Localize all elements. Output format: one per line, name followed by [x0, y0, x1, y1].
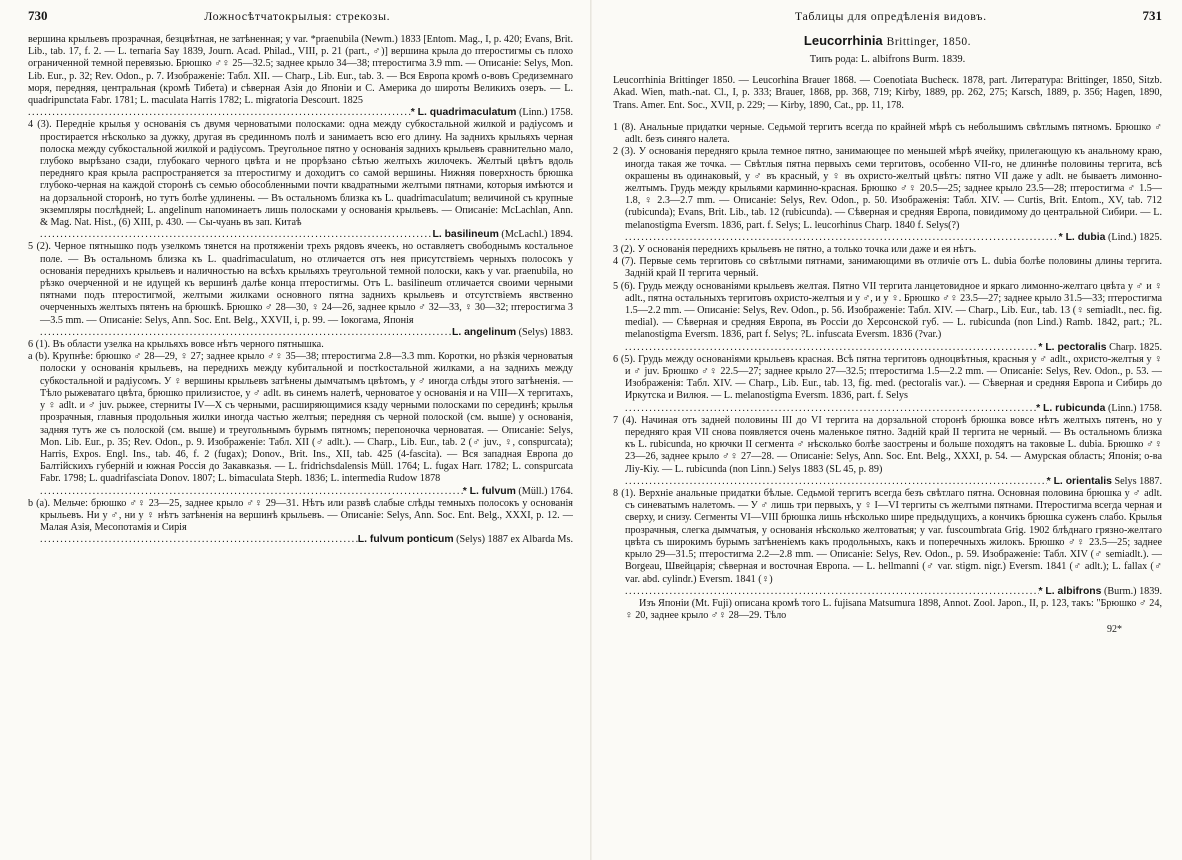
synonymy-literature: Leucorrhinia Brittinger 1850. — Leucorhina Brauer 1868. — Coenotiata Buchecк. 1878, part. Литература: Brittinger, 1850, Sitzb. Akad. Wien, math.-nat. Cl., I, p. 333; Brauer, 1868, pp. 368, 719; Kirby, 1889, pp. 262, 275; Karsch, 1889, p. 356; Hagen, 1890, Trans. Amer. Ent. Soc., XVII, p. 229; — Kirby, 1890, Cat., pp. 11, 178. [613, 75, 1162, 111]
left-header [28, 8, 573, 26]
species-line: ..... L. basilineum (McLachl.) 1894. [28, 229, 573, 241]
key-2: 2 (3). У основанія передняго крыла темное пятно, занимающее по меньшей мѣрѣ ячейку, прилегающую къ анальному краю, иногда такая же точка. — Свѣтлыя пятна первыхъ семи тергитовъ, особенно VII-го, не длиннѣе половины тергита, всѣ окрашены въ одинаковый, у ♂ въ красный, у ♀ въ охристо-желтый цвѣтъ: пятно VII даже у adlt. не бываетъ лимонно-желтымъ. Грудь между крыльями карминно-красная. Брюшко ♂♀ 20.5—25; заднее крыло 23.5—28; птеростигма ♂ 1.5—1.8, ♀ 2.3—2.7 mm. — Описаніе: Selys, Rev. Odon., p. 50. Изображенія: Табл. XIV. — Curtis, Brit. Entom., XV, tab. 712 (rubicunda); Evans, Brit. Lib., tab. 12 (rubicunda). — Сѣверная и средняя Европа, повидимому до центральной Сибири. — L. melanostigma Eversm. 1836, part. f. Selys; L. leucorhinus Charp. 1840 f. Selys(?) [613, 146, 1162, 231]
couplet-a: a (b). Крупнѣе: брюшко ♂ 28—29, ♀ 27; заднее крыло ♂♀ 35—38; птеростигма 2.8—3.3 mm. Коротки, но рѣзкія черноватыя полоски у основанія крыльевъ, на переднихъ между кубитальной и постkостальной жилками, а на заднихъ между субкостальной и радіусомъ. У ♀ вершины крыльевъ затѣнены дымчатымъ цвѣтомъ, у ♂ иногда слѣды этого затѣненія. — Тѣло рыжеватаго цвѣта, брюшко прилизистое, у ♂ adlt. въ синемъ налетѣ, черноватое у основанія и на VIII—X тергитахъ, у ♀ adlt. и ♂ juv. рыжее, стерниты IV—X съ черными, расширяющимися кзаду черными полосками по серединѣ; крылья прозрачныя, главныя продольныя жилки иногда частью желтыя; передняя съ черной полоской (см. выше) у основанія, задняя тутъ же съ полоской (см. выше) и треугольнымъ бурымъ пятномъ; перепоночка черноватая. — Описаніе: Selys, Mon. Lib. Eur., p. 35; Rev. Odon., p. 9. Изображеніе: Табл. XII (♂ adlt.). — Charp., Lib. Eur., tab. 2 (♂ juv., ♀, conspurcata); Harris, Expos. Engl. Ins., tab. 46, f. 2 (fugax); Donov., Brit. Ins., XII, tab. 425 (4-fascita). — Вся западная Европа до Балтійскихъ губерній и южная Россія до Закавказья. — L. fridrichsdalensis Müll. 1764; L. fugax Harr. 1782; L. conspurcata Fabr. 1798; L. quadrifasciata Donov. 1807; L. bimaculata Steph. 1836; L. intermedia Rudow 1878 [28, 351, 573, 485]
genus-heading: Leucorrhinia Brittinger, 1850. [803, 33, 972, 48]
couplet-6: 6 (1). Въ области узелка на крыльяхъ вовсе нѣтъ черного пятнышка. [28, 339, 324, 351]
couplet-b: b (a). Мельче: брюшко ♂♀ 23—25, заднее крыло ♂♀ 29—31. Нѣтъ или развѣ слабые слѣды темныхъ полосокъ у основанія крыльевъ. Ни у ♂, ни у ♀ нѣтъ затѣненія на вершинѣ крыльевъ. — Описаніе: Selys, Ann. Soc. Ent. Belg., XXXI, p. 12. — Малая Азія, Месопотамія и Сирія [28, 497, 573, 534]
signature-mark: 92* [1107, 624, 1122, 636]
key-1: 1 (8). Анальные придатки черные. Седьмой тергитъ всегда по крайней мѣрѣ съ небольшимъ свѣтлымъ пятномъ. Брюшко ♂ adlt. безъ синяго налета. [613, 121, 1162, 146]
right-body [613, 122, 1162, 637]
running-title-left: Ложносѣтчатокрылыя: стрекозы. [204, 9, 391, 23]
key-7: 7 (4). Начиная отъ задней половины III до VI тергита на дорзальной сторонѣ брюшка вовсе нѣтъ желтыхъ пятенъ, но у передняго края VII снова появляется очень маленькое пятно. Задній край II тергита не черный. — Въ остальномъ близка къ L. rubicunda, но крючки II сегмента ♂ нѣсколько болѣе заострены и больше походятъ на таковые L. dubia. Брюшко ♂♀ 23—26, заднее крыло ♂♀ 27—28. — Описаніе: Selys, Ann. Soc. Ent. Belg., XXXI, p. 54. — Амурская область; Японія; о-ва Ліу-Кіу. — L. rubicunda (non Linn.) Selys 1883 (SL 45, p. 89) [613, 414, 1162, 475]
species-line: ..... * L. dubia (Lind.) 1825. [613, 232, 1162, 244]
couplet-4: 4 (3). Передніе крылья у основанія съ двумя черноватыми полосками: одна между субкостальной жилкой и радіусомъ и простирается нѣсколько за дужку, другая въ срединномъ полѣ и занимаетъ всю его длину. На заднихъ крыльяхъ черная полоска между субкостальной жилкой и радіусомъ. Треугольное пятно у основанія заднихъ крыльевъ сравнительно мало, глубоко вырѣзано сзади, глубокаго черного цвѣта и не прорѣзано сѣтью желтыхъ жилочекъ. Желтый цвѣтъ вдоль передняго края крыла распространяется за птеростигму и доходитъ со самой вершины. Нижняя поверхность брюшка глубоко-черная на каждой сторонѣ съ семью обособленными почти квадратными желтыми пятнами, которыя имѣются и на дорзальной сторонѣ, но тутъ болѣе удлинены. — Въ остальномъ близка къ L. quadrimaculatum; величиной съ крупные экземпляры послѣдней; L. angelinum напоминаетъ лишь полосками у основанія крыльевъ. — Описаніе: McLachlan, Ann. & Mag. Nat. Hist., (6) XIII, p. 430. — Сы-чуань въ зап. Китаѣ [28, 119, 573, 229]
genus-type: Типъ рода: L. albifrons Burm. 1839. [809, 54, 966, 65]
species-line: ..... L. angelinum (Selys) 1883. [28, 327, 573, 339]
species-line: ..... * L. albifrons (Burm.) 1839. [613, 586, 1162, 598]
right-page [591, 0, 1182, 860]
couplet-5: 5 (2). Черное пятнышко подъ узелкомъ тянется на протяженіи трехъ рядовъ ячеекъ, но оставляетъ свободнымъ костальное поле. — Въ остальномъ близка къ L. quadrimaculatum, но отличается отъ нея присутствіемъ черныхъ полосокъ у основанія переднихъ крыльевъ и наличностью на всѣхъ крыльяхъ треугольной темной полоски, какъ у var. praenubila, но рѣзко очерченной и не идущей къ вершинѣ далѣе конца птеростигмы. Отъ L. basilineum отличается своими черными пятнами подъ птеростигмой, желтыми жилками основного пятна заднихъ крыльевъ и отсутствіемъ явственно очерченныхъ желтыхъ пятенъ на брюшкѣ. Брюшко ♂ 28—30, ♀ 24—26, заднее крыло ♂ 32—33, ♀ 30—32; птеростигма 3—3.5 mm. — Описаніе: Selys, Ann. Soc. Ent. Belg., XXVII, i, p. 99. — Іокогама, Японія [28, 241, 573, 326]
species-line: ..... * L. orientalis Selys 1887. [613, 476, 1162, 488]
species-line: ..... * L. quadrimaculatum (Linn.) 1758. [28, 107, 573, 119]
left-body [28, 34, 573, 547]
key-6: 6 (5). Грудь между основаніями крыльевъ красная. Всѣ пятна тергитовъ одноцвѣтныя, красныя у ♂ adlt., охристо-желтыя у ♀ и ♂ juv. Брюшко ♂♀ 22.5—27; заднее крыло 27—32.5; птеростигма 1.5—2.2 mm. — Описаніе: Selys, Rev. Odon., p. 53. — Изображенія: Табл. XIV. — Charp., Lib. Eur., tab. 13, fig. med. (pectoralis var.). — Сѣверная и средняя Европа и Сибирь до Иркутска и Вилюя. — L. melanostigma Eversm. 1836, part. f. Selys [613, 353, 1162, 402]
species-line: ..... L. fulvum ponticum (Selys) 1887 ex Albarda Ms. [28, 534, 573, 546]
species-line: ..... * L. fulvum (Müll.) 1764. [28, 486, 573, 498]
key-3: 3 (2). У основанія переднихъ крыльевъ не пятно, а только точка или даже и ея нѣтъ. [613, 244, 977, 256]
fujisana-note: Изъ Японіи (Mt. Fuji) описана кромѣ того L. fujisana Matsumura 1898, Annot. Zool. Japon., II, p. 123, такъ: "Брюшко ♂ 24, ♀ 20, заднее крыло ♂♀ 28—29. Тѣло [625, 597, 1162, 622]
species-line: ..... * L. pectoralis Charp. 1825. [613, 342, 1162, 354]
right-header [613, 8, 1162, 26]
page-number-left: 730 [28, 8, 48, 23]
page-number-right: 731 [1142, 8, 1162, 23]
species-line: ..... * L. rubicunda (Linn.) 1758. [613, 403, 1162, 415]
continuation-text: вершина крыльевъ прозрачная, безцвѣтная, не затѣненная; у var. *praenubila (Newm.) 1833 [Entom. Mag., I, p. 420; Evans, Brit. Lib., tab. 17, f. 2. — L. ternaria Say 1839, Journ. Acad. Philad., VIII, p. 21 (part., ♂)] вершина крыла до птеростигмы съ плохо ограниченной темной перевязью. Брюшко ♂♀ 25—32.5; заднее крыло 34—38; птеростигма 3.9 mm. — Описаніе: Selys, Mon. Lib. Eur., p. 32; Rev. Odon., p. 7. Изображеніе: Табл. XII. — Charp., Lib. Eur., tab. 3. — Вся Европа кромѣ о-вовъ Средиземнаго моря, передняя, центральная (кромѣ Тибета) и сѣверная Азія до Японіи и С. Америка до широты Великихъ озеръ. — L. quadripunctata Fabr. 1781; L. maculata Harris 1782; L. migratoria Descourt. 1825 [28, 34, 573, 107]
running-title-right: Таблицы для опредѣленія видовъ. [794, 9, 987, 23]
key-4: 4 (7). Первые семь тергитовъ со свѣтлыми пятнами, занимающими въ отличіе отъ L. dubia болѣе половины длины тергита. Задній край II тергита черный. [613, 256, 1162, 280]
key-5: 5 (6). Грудь между основаніями крыльевъ желтая. Пятно VII тергита ланцетовидное и яркаго лимонно-желтаго цвѣта у ♂ и ♀ adlt., пятна остальныхъ тергитовъ охристо-желтыя и у ♂, и у ♀. Брюшко ♂♀ 23.5—27; заднее крыло 31.5—33; птеростигма 1.5—2.2 mm. — Описаніе: Selys, Rev. Odon., p. 56. Изображеніе: Табл. XIV. — Charp., Lib. Eur., tab. 13 (♀ semiadlt., nec. fig. medial). — Сѣверная и средняя Европа, въ Россіи до Херсонской губ. — L. rubicunda (non Lind.) Ramb. 1842, part.; ?L. melanostigma Eversm. 1836, part f. Selys; ?L. infuscata Eversm. 1836 (?var.) [613, 280, 1162, 341]
key-8: 8 (1). Верхніе анальные придатки бѣлые. Седьмой тергитъ всегда безъ свѣтлаго пятна. Основная половина брюшка у ♂ adlt. съ синеватымъ налетомъ. — У ♂ лишь три первыхъ, у ♀ I—VI тергиты съ желтыми пятнами. Птеростигма всегда черная и сверху, и снизу. Сегменты VI—VIII брюшка лишь нѣсколько шире предыдущихъ, а кончикъ брюшка суженъ слабо. Крылья прозрачныя, слегка дымчатыя, у основанія нѣсколько желтоватыя; у var. fuscoumbrata Grig. 1902 блѣднаго грязно-желтаго цвѣта съ широкимъ бурымъ затѣненіемъ какъ продольныхъ, какъ и поперечныхъ жилокъ. Брюшко ♂♀ 23.5—25; заднее крыло 29—31.5; птеростигма 2.2—2.8 mm. — Описаніе: Selys, Rev. Odon., p. 59. Изображеніе: Табл. XIV (♂ semiadlt.). — Borgeau, Швейцарія; сѣверная и восточная Европа. — L. hellmanni (♂ var. stigm. nigr.) Eversm. 1841 (♂ adlt.); L. fallax (♂ var. abd. cylindr.) Eversm. 1841 (♀) [613, 488, 1162, 585]
